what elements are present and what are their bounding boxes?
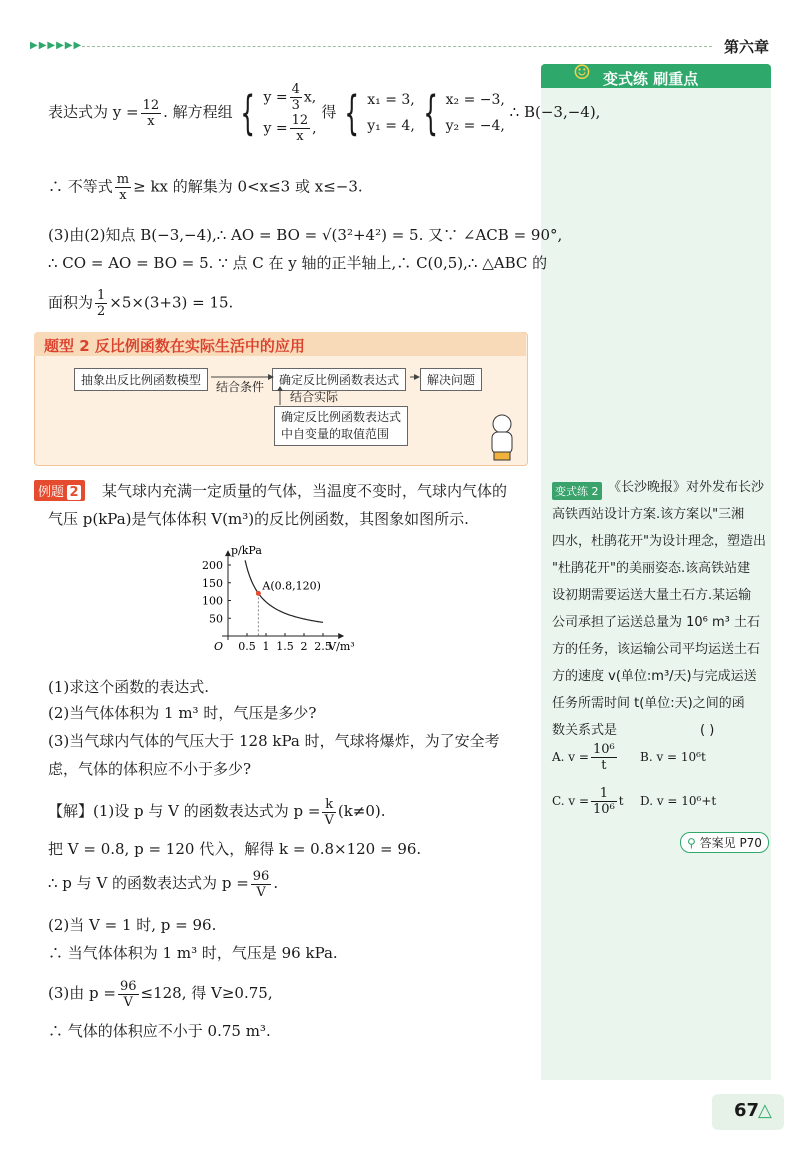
example-line-1: 某气球内充满一定质量的气体，当温度不变时，气球内气体的 xyxy=(102,482,508,500)
side-line-1: 高铁西站设计方案.该方案以"三湘 xyxy=(552,507,745,522)
y-axis-label: p/kPa xyxy=(231,544,262,558)
top-line-2: ∴ 不等式 $\frac{m}{x}$ ≥ kx 的解集为 0<x≤3 或 x≤−3. xyxy=(48,172,363,203)
side-line-6: 方的任务，该运输公司平均运送土石 xyxy=(552,642,761,657)
top-line-3: (3)由(2)知点 B(−3,−4),∴ AO = BO = √(3²+4²) = 5. 又∵ ∠ACB = 90°, xyxy=(48,226,563,244)
solution-line-1: 【解】(1)设 p 与 V 的函数表达式为 p = $\frac{k}{V}$ (k≠0). xyxy=(48,796,386,828)
x-tick-label: 2.5 xyxy=(314,640,332,653)
x-tick-label: 0.5 xyxy=(238,640,256,653)
x-axis-label: V/m³ xyxy=(328,640,355,653)
x-axis-arrow xyxy=(338,633,344,639)
side-line-9: 数关系式是 xyxy=(552,723,618,738)
flow-label-reality: 结合实际 xyxy=(290,390,339,404)
student-icon: ☺ xyxy=(573,60,591,84)
flow-box-abstract: 抽象出反比例函数模型 xyxy=(74,368,208,391)
option-a[interactable]: A. v = $\frac{\text{10⁶}}{t}$ xyxy=(552,742,615,773)
option-c[interactable]: C. v = $\frac{1}{\text{10⁶}}$ t xyxy=(552,786,624,817)
point-a xyxy=(256,591,261,596)
chapter-label: 第六章 xyxy=(724,38,770,56)
side-exercise-tag: 变式练 2 xyxy=(552,480,602,500)
example-tag: 例题 2 xyxy=(34,480,85,501)
side-line-2: 四水，杜鹃花开"为设计理念，塑造出 xyxy=(552,534,766,549)
point-a-label: A(0.8,120) xyxy=(262,579,321,593)
solution-line-4: (2)当 V = 1 时, p = 96. xyxy=(48,916,217,934)
origin-label: O xyxy=(214,640,224,653)
y-tick-label: 50 xyxy=(209,612,223,626)
option-d[interactable]: D. v = 10⁶+t xyxy=(640,794,717,808)
side-line-3: "杜鹃花开"的美丽姿态.该高铁站建 xyxy=(552,561,751,576)
side-line-7: 方的速度 v(单位:m³/天)与完成运送 xyxy=(552,669,757,684)
solution-line-6: (3)由 p = $\frac{96}{V}$ ≤128, 得 V≥0.75, xyxy=(48,978,273,1010)
example-line-2: 气压 p(kPa)是气体体积 V(m³)的反比例函数，其图象如图所示. xyxy=(48,510,469,528)
solution-line-3: ∴ p 与 V 的函数表达式为 p = $\frac{96}{V}$ . xyxy=(48,868,279,900)
side-title: 变式练 刷重点 xyxy=(603,70,699,88)
x-tick-label: 1.5 xyxy=(276,640,294,653)
solution-line-2: 把 V = 0.8, p = 120 代入，解得 k = 0.8×120 = 96. xyxy=(48,840,422,858)
cartoon-figure xyxy=(480,412,520,462)
top-line-5: 面积为 $\frac{1}{2}$ ×5×(3+3) = 15. xyxy=(48,288,234,319)
question-3a: (3)当气球内气体的气压大于 128 kPa 时，气球将爆炸，为了安全考 xyxy=(48,732,500,750)
page-number: 67 xyxy=(734,1100,760,1121)
side-line-5: 公司承担了运送总量为 10⁶ m³ 土石 xyxy=(552,615,761,630)
question-2: (2)当气体体积为 1 m³ 时，气压是多少? xyxy=(48,704,317,722)
question-3b: 虑，气体的体积应不小于多少? xyxy=(48,760,252,778)
flow-box-domain: 确定反比例函数表达式 中自变量的取值范围 xyxy=(274,406,408,446)
header-dots: ▶▶▶▶▶▶ xyxy=(30,40,83,51)
topic-title: 题型 2 反比例函数在实际生活中的应用 xyxy=(44,337,305,355)
flow-box-expression: 确定反比例函数表达式 xyxy=(272,368,406,391)
x-tick-label: 1 xyxy=(262,640,270,653)
x-tick-label: 2 xyxy=(300,640,308,653)
triangle-logo-icon: △ xyxy=(758,1100,772,1121)
solution-line-7: ∴ 气体的体积应不小于 0.75 m³. xyxy=(48,1022,271,1040)
flow-label-condition: 结合条件 xyxy=(216,380,265,394)
y-tick-label: 100 xyxy=(202,594,223,608)
top-line-1: 表达式为 y = $\frac{12}{x}$ . 解方程组 { y = $\frac{4}{3}$ x, y = $\frac{12}{x}$ , 得 { x₁ = 3, y₁ = 4, { x₂ = −3, y₂ = −4, ∴ B(−3,−4), xyxy=(48,82,601,144)
question-1: (1)求这个函数的表达式. xyxy=(48,678,210,696)
y-tick-label: 150 xyxy=(202,576,223,590)
side-line-0: 《长沙晚报》对外发布长沙 xyxy=(608,480,765,495)
pressure-volume-chart xyxy=(190,532,380,656)
flow-box-solve: 解决问题 xyxy=(420,368,482,391)
flow-arrows xyxy=(0,0,540,470)
answer-bracket: ( ) xyxy=(700,723,715,738)
answer-link[interactable]: ⚲ 答案见 P70 xyxy=(680,832,769,853)
top-line-4: ∴ CO = AO = BO = 5. ∵ 点 C 在 y 轴的正半轴上,∴ C(0,5),∴ △ABC 的 xyxy=(48,254,548,272)
side-line-4: 设初期需要运送大量土石方.某运输 xyxy=(552,588,752,603)
pin-icon: ⚲ xyxy=(687,836,696,850)
side-line-8: 任务所需时间 t(单位:天)之间的函 xyxy=(552,696,745,711)
option-b[interactable]: B. v = 10⁶t xyxy=(640,750,706,764)
solution-line-5: ∴ 当气体体积为 1 m³ 时，气压是 96 kPa. xyxy=(48,944,338,962)
y-tick-label: 200 xyxy=(202,559,223,572)
